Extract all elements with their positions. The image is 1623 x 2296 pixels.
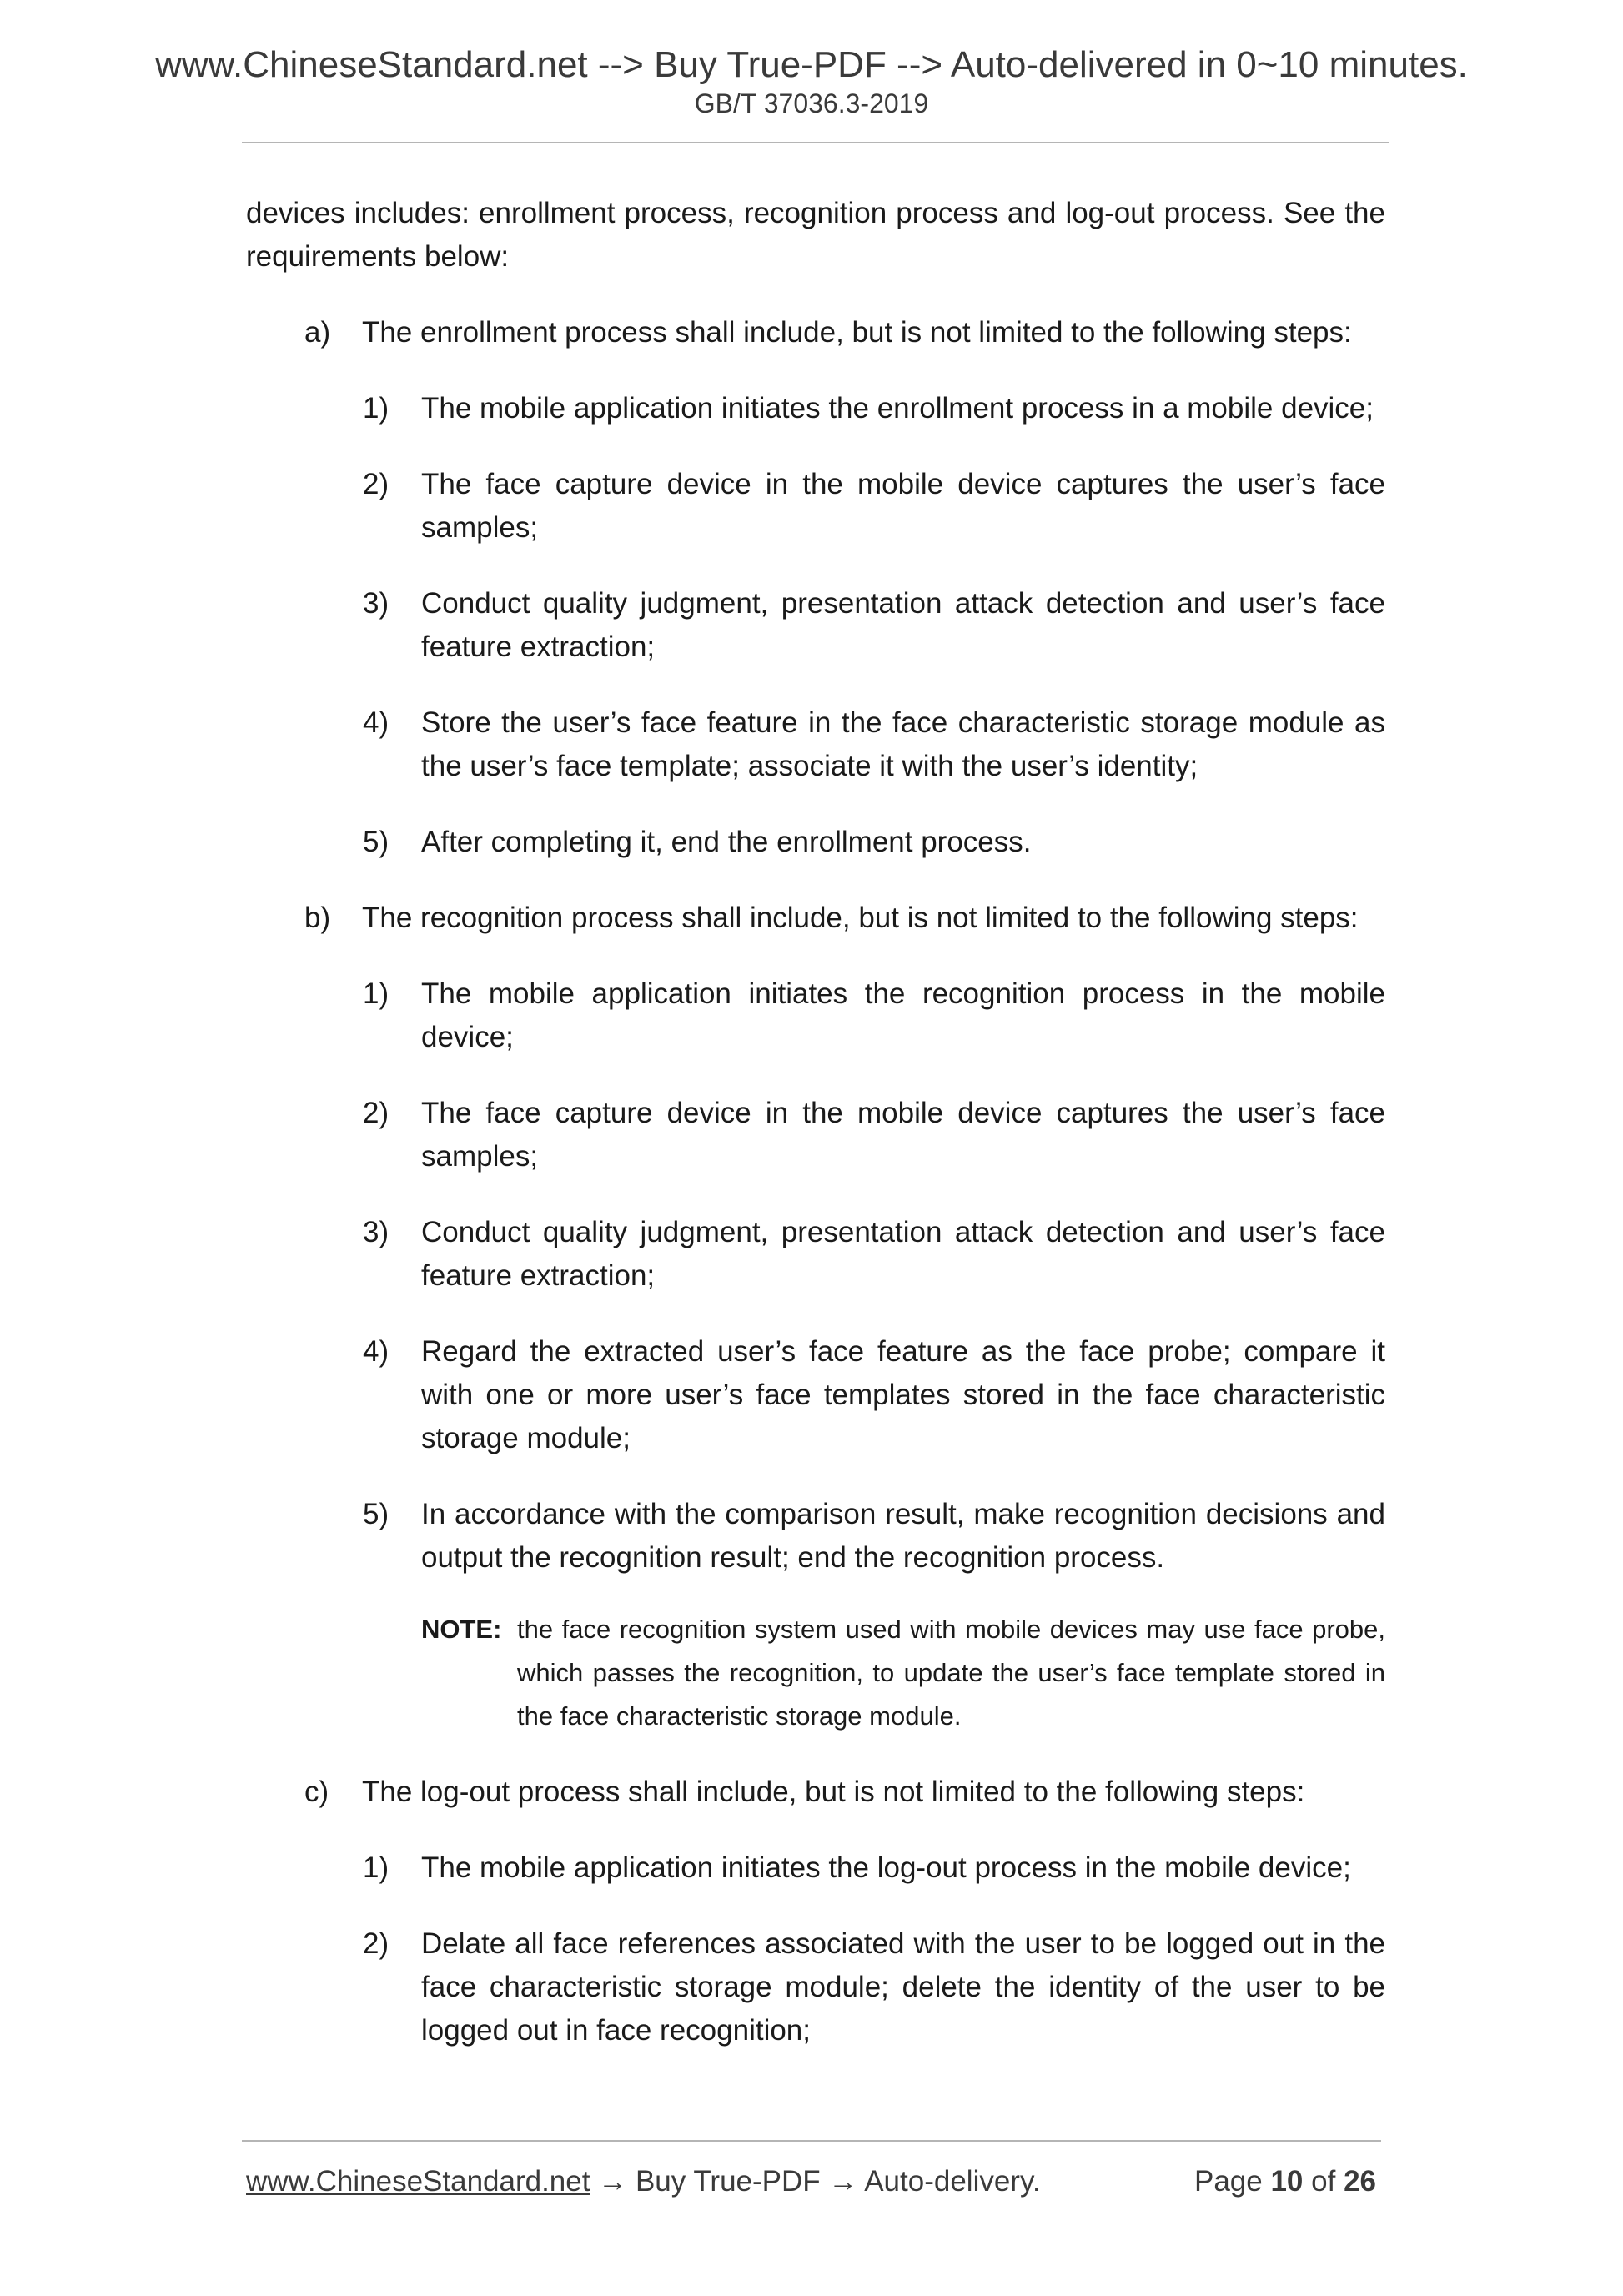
step-b3 [246, 1211, 1385, 1298]
step-text: The mobile application initiates the recognition process in the mobile device; [421, 977, 1385, 1053]
header-divider [242, 142, 1389, 143]
step-a3 [246, 582, 1385, 669]
step-c2 [246, 1922, 1385, 2052]
footer-divider [242, 2140, 1381, 2142]
step-marker: 1) [363, 1851, 389, 1884]
step-marker: 3) [363, 587, 389, 620]
footer-buy-text: Buy True-PDF [635, 2165, 821, 2198]
step-text: The face capture device in the mobile device captures the user’s face samples; [421, 1097, 1385, 1173]
step-b1 [246, 972, 1385, 1059]
step-marker: 2) [363, 1097, 389, 1129]
step-marker: 4) [363, 706, 389, 739]
section-b [246, 897, 1385, 940]
step-text: The mobile application initiates the enrollment process in a mobile device; [421, 392, 1374, 425]
step-marker: 3) [363, 1216, 389, 1248]
page-label: Page [1193, 2165, 1263, 2198]
section-text: The enrollment process shall include, but is not limited to the following steps: [362, 316, 1352, 349]
step-text: The face capture device in the mobile device captures the user’s face samples; [421, 468, 1385, 544]
section-marker: a) [304, 316, 331, 349]
footer-delivery-text: Auto-delivery. [864, 2165, 1041, 2198]
step-a4 [246, 701, 1385, 788]
step-a1 [246, 387, 1385, 430]
step-b2 [246, 1092, 1385, 1178]
page-number: 10 [1270, 2165, 1304, 2198]
step-text: The mobile application initiates the log-out process in the mobile device; [421, 1851, 1351, 1884]
step-marker: 2) [363, 1927, 389, 1960]
step-c1 [246, 1846, 1385, 1890]
step-text: Conduct quality judgment, presentation attack detection and user’s face feature extraction; [421, 1216, 1385, 1292]
step-text: Delate all face references associated with the user to be logged out in the face characteristic storage module; delete the identity of the user to be logged out in face recognition; [421, 1927, 1385, 2047]
step-text: Regard the extracted user’s face feature as the face probe; compare it with one or more user’s face templates stored in the face characteristic storage module; [421, 1335, 1385, 1454]
step-b5 [246, 1493, 1385, 1580]
step-a2 [246, 463, 1385, 550]
document-body [246, 192, 1385, 2052]
step-marker: 4) [363, 1335, 389, 1368]
section-a [246, 311, 1385, 354]
step-marker: 1) [363, 977, 389, 1010]
step-b4 [246, 1330, 1385, 1460]
section-text: The log-out process shall include, but is not limited to the following steps: [362, 1776, 1305, 1808]
standard-code: GB/T 37036.3-2019 [694, 88, 929, 118]
step-marker: 2) [363, 468, 389, 500]
section-c [246, 1771, 1385, 1814]
intro-paragraph: devices includes: enrollment process, recognition process and log-out process. See the requirements below: [246, 197, 1385, 273]
step-a5 [246, 821, 1385, 864]
step-text: Conduct quality judgment, presentation attack detection and user’s face feature extraction; [421, 587, 1385, 663]
step-text: Store the user’s face feature in the face characteristic storage module as the user’s face template; associate it with the user’s identity; [421, 706, 1385, 782]
total-pages: 26 [1344, 2165, 1376, 2198]
step-text: After completing it, end the enrollment process. [421, 826, 1032, 858]
note-block [246, 1608, 1385, 1738]
arrow-icon: → [598, 2165, 628, 2198]
step-text: In accordance with the comparison result, make recognition decisions and output the recognition result; end the recognition process. [421, 1498, 1385, 1574]
of-label: of [1311, 2165, 1336, 2198]
note-text: the face recognition system used with mobile devices may use face probe, which passes the recognition, to update the user’s face template stored in the face characteristic storage module. [517, 1615, 1385, 1731]
page-footer [246, 2158, 1376, 2205]
page-counter [1194, 2158, 1376, 2205]
arrow-icon: → [828, 2165, 858, 2198]
footer-promo [246, 2158, 1041, 2205]
step-marker: 5) [363, 1498, 389, 1530]
section-marker: b) [304, 902, 331, 934]
section-text: The recognition process shall include, but is not limited to the following steps: [362, 902, 1359, 934]
footer-site-link[interactable]: www.ChineseStandard.net [246, 2165, 590, 2198]
section-marker: c) [304, 1776, 329, 1808]
header-banner: www.ChineseStandard.net --> Buy True-PDF --> Auto-delivered in 0~10 minutes. [155, 44, 1468, 85]
step-marker: 5) [363, 826, 389, 858]
note-label: NOTE: [421, 1615, 502, 1644]
step-marker: 1) [363, 392, 389, 425]
